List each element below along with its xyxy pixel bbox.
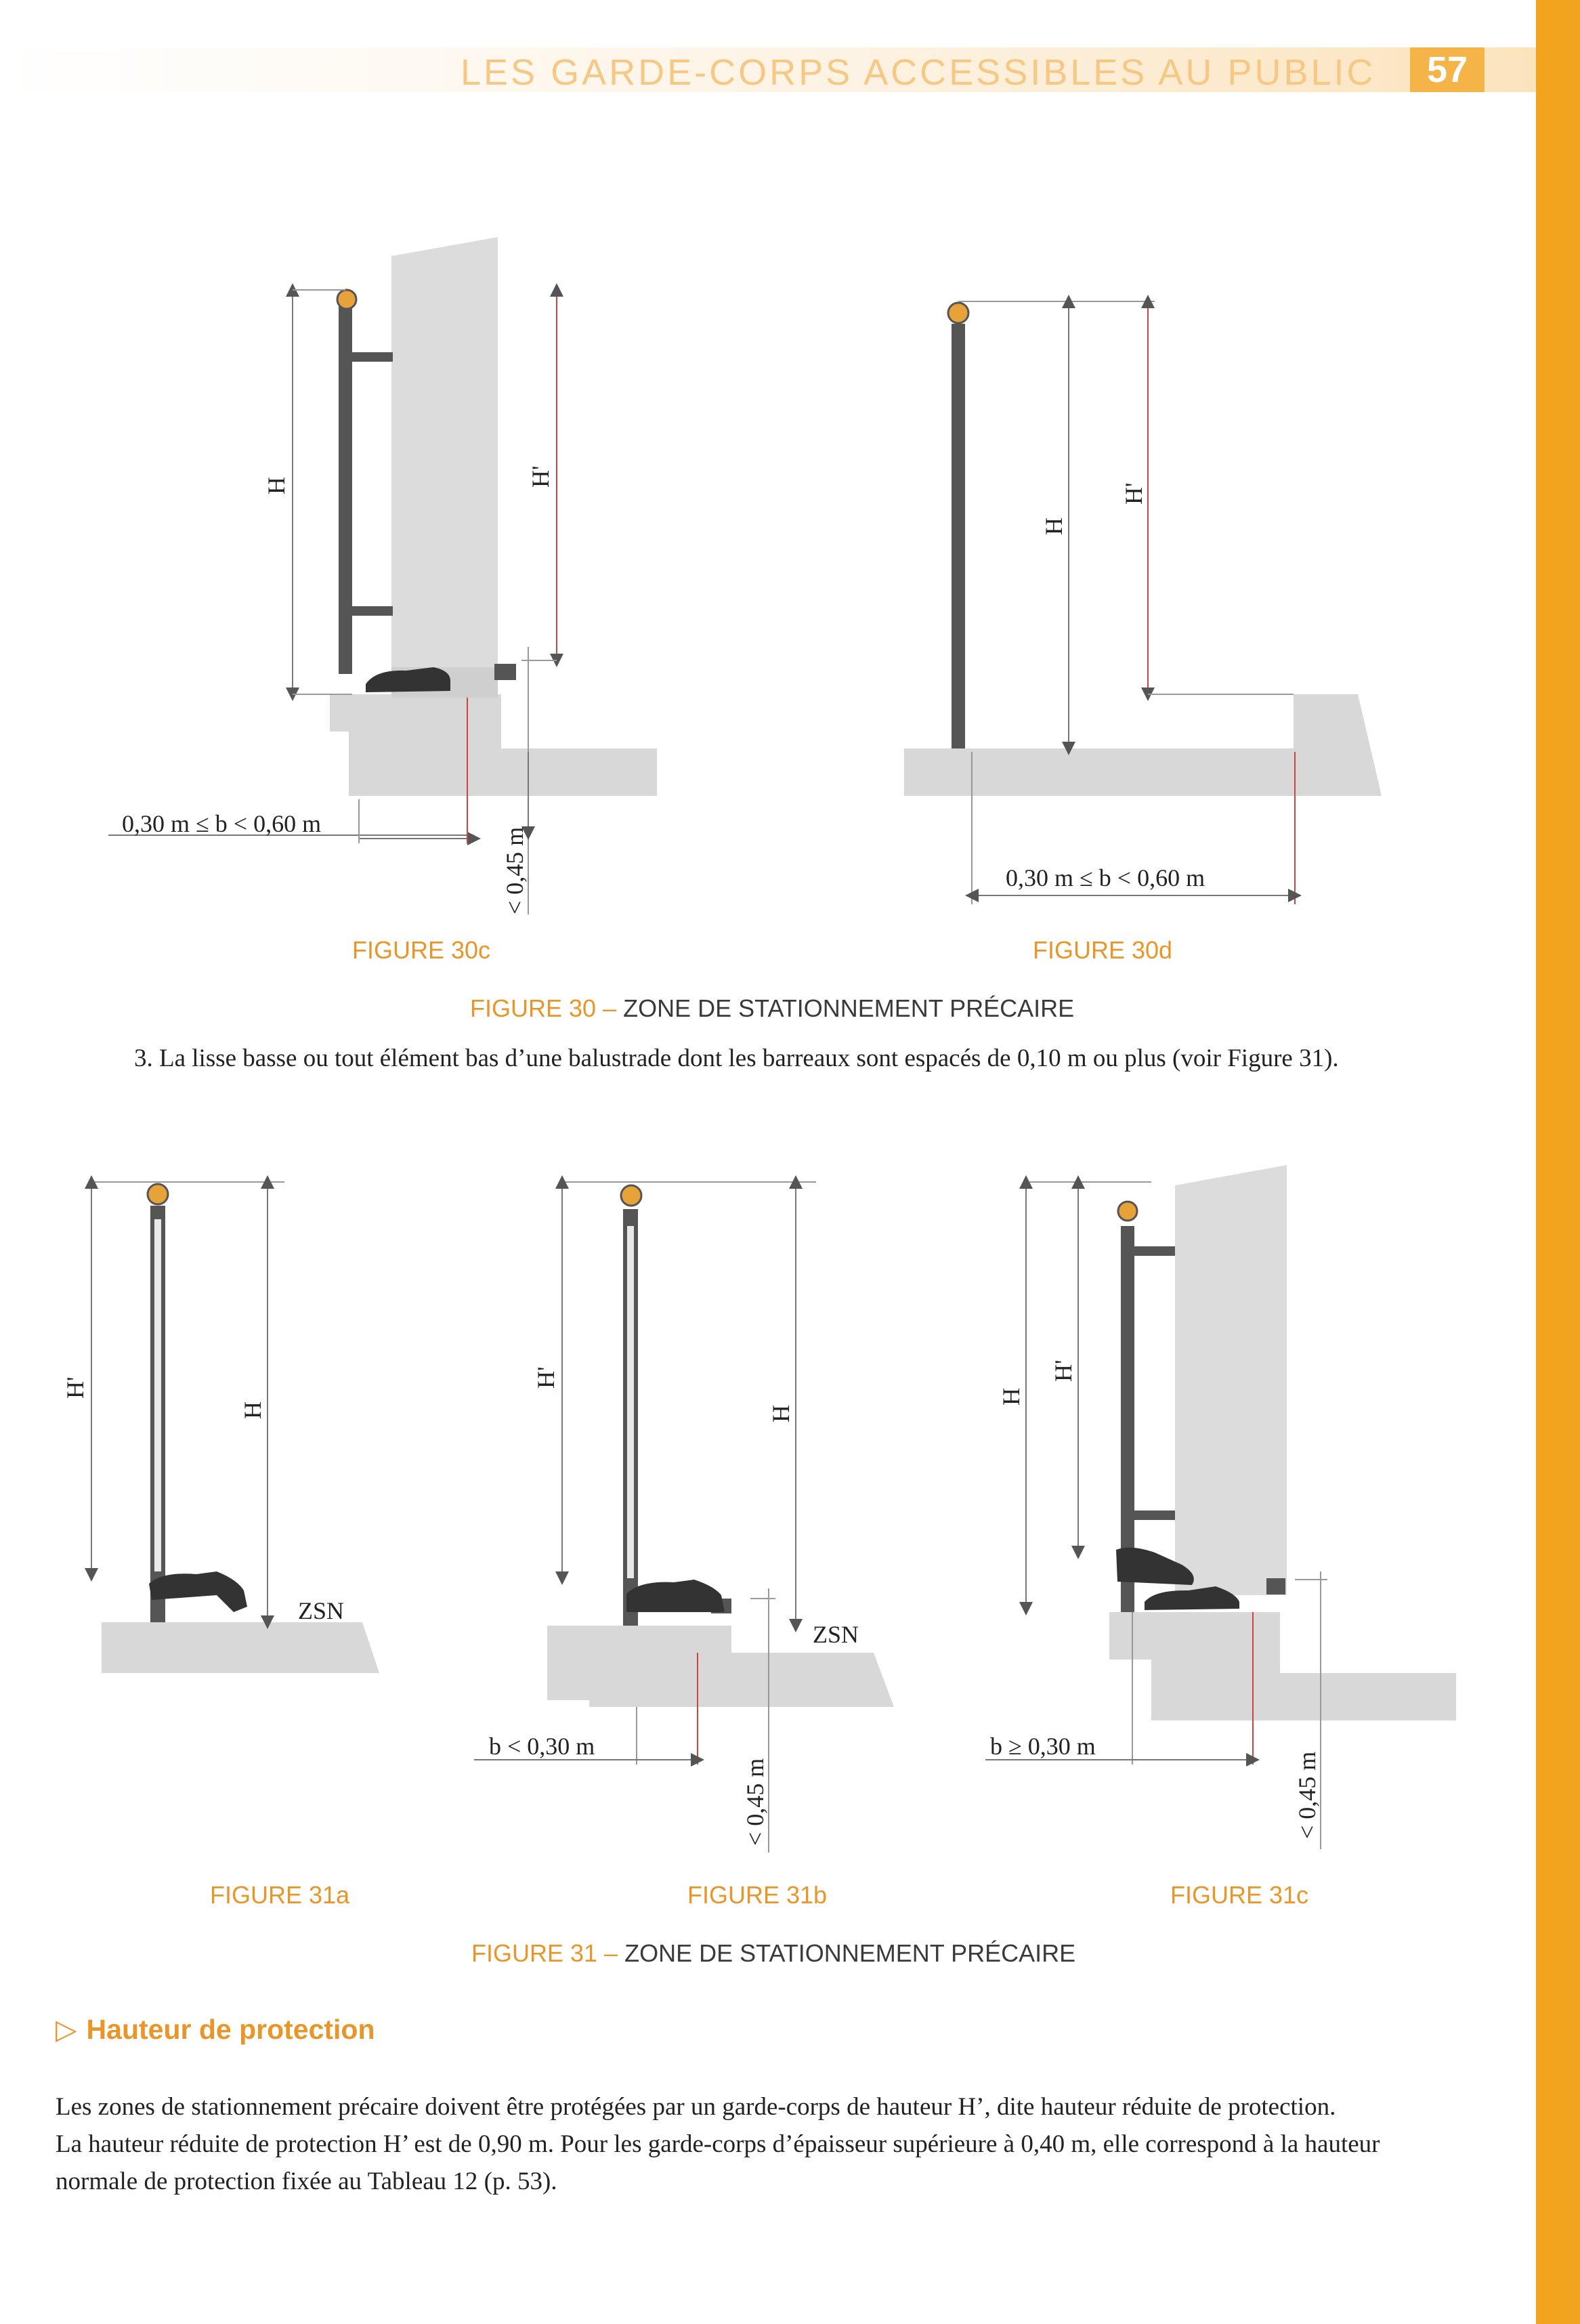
figure-30-caption-prefix: FIGURE 30 – bbox=[470, 994, 617, 1022]
shoe-icon bbox=[626, 1580, 725, 1612]
label-b-large-31c: b ≥ 0,30 m bbox=[990, 1733, 1096, 1760]
label-b-small-31b: b < 0,30 m bbox=[489, 1733, 595, 1760]
label-height-max-30c: < 0,45 m bbox=[501, 826, 528, 914]
figure-31-caption-prefix: FIGURE 31 – bbox=[471, 1939, 618, 1967]
label-h-30c: H bbox=[263, 477, 290, 494]
post-30c bbox=[339, 305, 352, 674]
label-h-30d: H bbox=[1040, 517, 1067, 535]
label-zsn-31b: ZSN bbox=[813, 1621, 859, 1648]
figure-31-caption-title: ZONE DE STATIONNEMENT PRÉCAIRE bbox=[624, 1939, 1076, 1967]
figure-31-caption bbox=[471, 1939, 1075, 1968]
section-paragraph bbox=[56, 2088, 1380, 2200]
label-h-31a: H bbox=[239, 1401, 266, 1419]
figure-31a-label: FIGURE 31a bbox=[210, 1881, 350, 1909]
floor-31a bbox=[102, 1622, 379, 1673]
label-h-31c: H bbox=[998, 1388, 1025, 1406]
section-paragraph-line: normale de protection fixée au Tableau 12 (p. 53). bbox=[56, 2168, 557, 2195]
post-30d bbox=[952, 324, 965, 748]
figure-30c-label: FIGURE 30c bbox=[352, 936, 491, 964]
figure-31c-label: FIGURE 31c bbox=[1170, 1881, 1309, 1909]
section-heading bbox=[56, 2009, 375, 2050]
chapter-title: LES GARDE-CORPS ACCESSIBLES AU PUBLIC bbox=[461, 52, 1376, 93]
figure-30-caption-title: ZONE DE STATIONNEMENT PRÉCAIRE bbox=[623, 994, 1075, 1022]
label-hprime-30c: H' bbox=[527, 465, 554, 488]
section-heading-text: Hauteur de protection bbox=[86, 2014, 375, 2045]
figure-31b-drawing bbox=[474, 1182, 894, 1853]
handrail-31c bbox=[1118, 1202, 1137, 1221]
figure-30-drawings bbox=[0, 0, 1580, 948]
handrail-31b bbox=[621, 1185, 641, 1206]
figure-30d-drawing bbox=[904, 301, 1382, 904]
label-b-range-30c: 0,30 m ≤ b < 0,60 m bbox=[122, 810, 322, 837]
figure-31a-drawing bbox=[62, 1182, 379, 1673]
triangle-arrow-icon: ▷ bbox=[56, 2014, 77, 2045]
figure-30c-drawing bbox=[108, 237, 657, 914]
floor-30c bbox=[330, 694, 657, 796]
label-h-31b: H bbox=[767, 1405, 794, 1422]
label-hprime-31a: H' bbox=[62, 1376, 89, 1399]
shoe-icon bbox=[366, 667, 450, 692]
label-hprime-30d: H' bbox=[1120, 482, 1147, 505]
label-b-range-30d: 0,30 m ≤ b < 0,60 m bbox=[1006, 864, 1205, 891]
figure-31-drawings bbox=[0, 1097, 1580, 1910]
handrail-30d bbox=[948, 303, 968, 323]
section-paragraph-line: La hauteur réduite de protection H’ est de 0,90 m. Pour les garde-corps d’épaisseur supérieure à 0,40 m, elle correspond à la hauteur bbox=[56, 2130, 1380, 2158]
wall-31c bbox=[1175, 1165, 1287, 1595]
section-paragraph-line: Les zones de stationnement précaire doivent être protégées par un garde-corps de hauteur H’, dite hauteur réduite de protection. bbox=[56, 2093, 1336, 2121]
label-height-max-31c: < 0,45 m bbox=[1294, 1751, 1321, 1839]
handrail-31a bbox=[148, 1184, 168, 1204]
figure-30-caption bbox=[470, 994, 1074, 1023]
floor-31c bbox=[1109, 1612, 1456, 1720]
label-hprime-31b: H' bbox=[532, 1366, 559, 1389]
handrail-30c bbox=[337, 290, 356, 309]
label-hprime-31c: H' bbox=[1050, 1359, 1077, 1382]
figure-30d-label: FIGURE 30d bbox=[1033, 936, 1173, 964]
label-height-max-31b: < 0,45 m bbox=[742, 1758, 769, 1846]
floor-30d bbox=[904, 694, 1382, 796]
page-number: 57 bbox=[1410, 47, 1485, 92]
wall-30c bbox=[391, 237, 498, 667]
figure-31b-label: FIGURE 31b bbox=[687, 1881, 828, 1909]
label-zsn-31a: ZSN bbox=[298, 1597, 345, 1624]
paragraph-3: 3. La lisse basse ou tout élément bas d’une balustrade dont les barreaux sont espacés de 0,10 m ou plus (voir Figure 31). bbox=[134, 1044, 1339, 1072]
figure-31c-drawing bbox=[985, 1165, 1456, 1849]
